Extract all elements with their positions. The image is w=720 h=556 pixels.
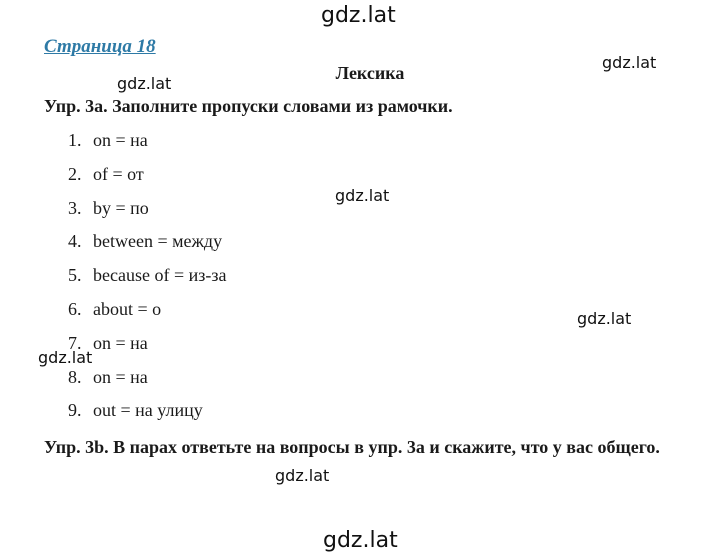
item-number: 7. (68, 332, 82, 353)
watermark: gdz.lat (577, 309, 632, 328)
item-text: of = от (93, 163, 144, 184)
item-number: 8. (68, 366, 82, 387)
item-text: on = на (93, 332, 148, 353)
item-number: 5. (68, 265, 82, 286)
watermark: gdz.lat (321, 3, 396, 28)
list-item (68, 365, 226, 399)
item-number: 9. (68, 400, 82, 421)
item-number: 4. (68, 231, 82, 252)
item-text: about = о (93, 298, 162, 319)
item-text: on = на (93, 366, 148, 387)
answer-list (68, 128, 226, 432)
item-text: between = между (93, 231, 223, 252)
watermark: gdz.lat (602, 53, 657, 72)
section-title: Лексика (335, 63, 405, 83)
list-item (68, 398, 226, 432)
watermark: gdz.lat (323, 528, 398, 553)
list-item (68, 229, 226, 263)
item-number: 2. (68, 163, 82, 184)
item-text: on = на (93, 130, 148, 150)
item-text: by = по (93, 197, 149, 218)
list-item (68, 128, 226, 162)
watermark: gdz.lat (38, 348, 93, 367)
item-text: because of = из-за (93, 265, 227, 286)
watermark: gdz.lat (275, 466, 330, 485)
item-number: 3. (68, 197, 82, 218)
list-item (68, 263, 226, 297)
list-item (68, 196, 226, 230)
watermark: gdz.lat (117, 74, 172, 93)
list-item (68, 162, 226, 196)
exercise-3b-text: Упр. 3b. В парах ответьте на вопросы в упр. 3а и скажите, что у вас общего. (44, 437, 660, 457)
watermark: gdz.lat (335, 186, 390, 205)
item-number: 1. (68, 130, 82, 150)
exercise-3a-heading: Упр. 3а. Заполните пропуски словами из рамочки. (44, 96, 453, 116)
item-number: 6. (68, 298, 82, 319)
item-text: out = на улицу (93, 400, 203, 421)
list-item (68, 297, 226, 331)
page-link[interactable]: Страница 18 (44, 36, 156, 57)
